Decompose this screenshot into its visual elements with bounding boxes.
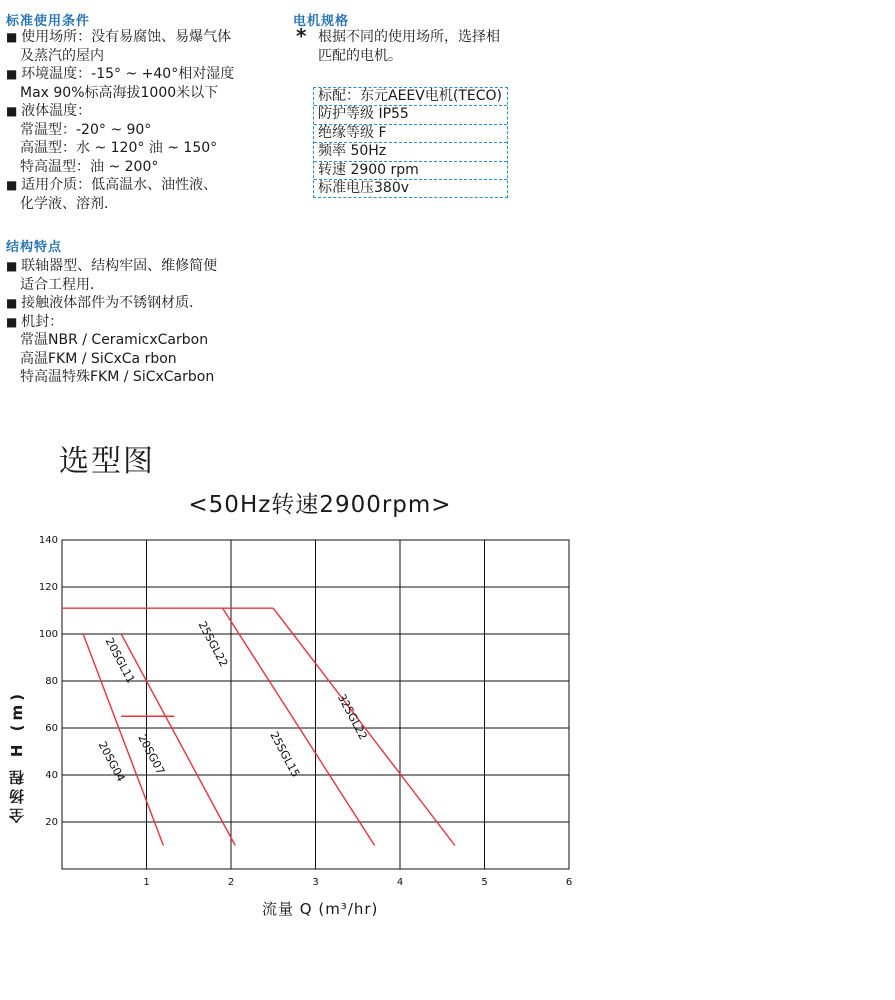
asterisk-icon: * <box>296 24 307 48</box>
selection-chart <box>0 530 620 900</box>
y-tick-label: 100 <box>38 629 58 640</box>
structure-title: 结构特点 <box>6 240 63 255</box>
list-item: ■ 接触液体部件为不锈钢材质． <box>6 294 217 313</box>
note-line-2: 匹配的电机。 <box>318 47 402 64</box>
spec-row: 标配：东元AEEV电机(TECO) <box>314 88 507 106</box>
standard-conditions-list <box>6 28 234 213</box>
x-tick-label: 2 <box>227 877 235 888</box>
y-tick-label: 20 <box>45 817 58 828</box>
list-item: ■ 联轴器型、结构牢固、维修简便 <box>6 257 217 276</box>
standard-conditions-title: 标准使用条件 <box>6 14 91 29</box>
chart-subtitle: <50Hz转速2900rpm> <box>188 492 452 518</box>
x-tick-label: 3 <box>312 877 319 888</box>
list-item: 特高温特殊FKM / SiCxCarbon <box>20 369 215 385</box>
list-item: 特高温型：油 ~ 200° <box>20 158 159 175</box>
list-item: Max 90%标高海拔1000米以下 <box>20 84 219 101</box>
x-tick-label: 1 <box>143 877 150 888</box>
spec-row: 绝缘等级 F <box>314 125 507 143</box>
list-item: 高温型：水 ~ 120° 油 ~ 150° <box>20 140 218 156</box>
spec-row: 标准电压380v <box>318 179 410 196</box>
series-annotation: 20SGL11 <box>102 635 138 686</box>
series-annotation: 32SGL22 <box>334 691 370 742</box>
spec-row: 转速 2900 rpm <box>314 162 507 180</box>
x-tick-label: 4 <box>396 877 404 888</box>
list-item: 适合工程用． <box>20 276 104 293</box>
x-tick-label: 5 <box>481 877 488 888</box>
spec-row: 防护等级 IP55 <box>314 106 507 124</box>
series-annotation: 20SG07 <box>135 732 168 777</box>
list-item: 高温FKM / SiCxCa rbon <box>20 350 177 367</box>
list-item: ■ 适用介质：低高温水、油性液、 <box>6 176 234 195</box>
x-tick-label: 6 <box>565 877 573 888</box>
selection-title: 选型图 <box>59 444 155 479</box>
list-item: 常温型：-20° ~ 90° <box>20 121 152 138</box>
y-tick-label: 80 <box>45 676 58 687</box>
note-line-1: 根据不同的使用场所，选择相 <box>318 29 500 45</box>
spec-row: 频率 50Hz <box>314 143 507 161</box>
series-annotation: 25SGL22 <box>195 619 231 670</box>
list-item: ■ 环境温度：-15° ~ +40°相对湿度 <box>6 65 234 84</box>
y-tick-label: 60 <box>45 723 58 734</box>
structure-list <box>6 257 217 387</box>
x-axis-label: 流量 Q (m³/hr) <box>262 900 379 918</box>
y-tick-label: 120 <box>38 582 58 593</box>
motor-spec-table <box>313 87 508 198</box>
series-annotation: 20SG04 <box>95 739 128 784</box>
list-item: 常温NBR / CeramicxCarbon <box>20 332 209 348</box>
list-item: 及蒸汽的屋内 <box>20 47 104 64</box>
motor-spec-title: 电机规格 <box>293 14 350 29</box>
y-axis-label: 全扬程 H (m) <box>8 690 26 824</box>
y-tick-label: 140 <box>38 535 58 546</box>
list-item: 化学液、溶剂． <box>20 195 118 212</box>
list-item: ■ 液体温度： <box>6 102 234 121</box>
list-item: ■ 使用场所：没有易腐蚀、易爆气体 <box>6 28 234 47</box>
series-annotation: 25SGL15 <box>267 729 303 780</box>
list-item: ■ 机封： <box>6 313 217 332</box>
y-tick-label: 40 <box>45 770 58 781</box>
